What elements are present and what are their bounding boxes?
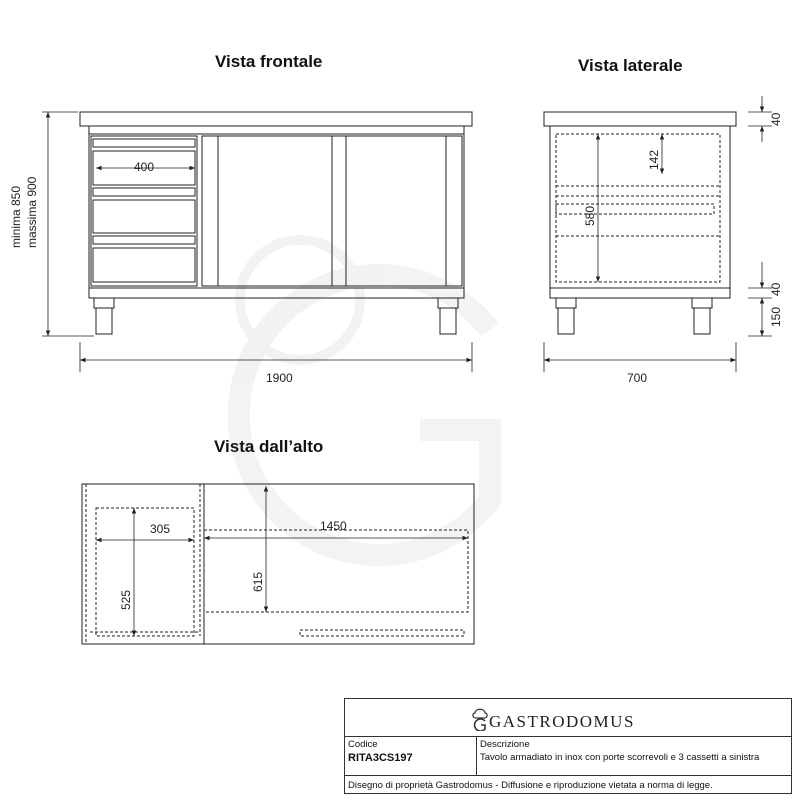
code-value: RITA3CS197	[348, 752, 413, 764]
drawer-width-label: 400	[134, 160, 155, 174]
side-top-label: 40	[769, 112, 783, 126]
drawer-3	[93, 248, 195, 282]
front-view	[80, 112, 472, 334]
drawer-column	[91, 136, 197, 286]
drawer-1-handle	[93, 139, 195, 147]
front-worktop	[80, 112, 472, 126]
side-leg-left-top	[556, 298, 576, 308]
side-leg-right-top	[692, 298, 712, 308]
side-leg-left	[558, 308, 574, 334]
front-base-rail	[89, 288, 464, 298]
front-view-title: Vista frontale	[215, 52, 323, 71]
brand-name: GASTRODOMUS	[489, 712, 635, 731]
drawer-3-handle	[93, 236, 195, 244]
description-label: Descrizione	[480, 739, 530, 750]
side-inner-label: 142	[647, 149, 661, 170]
front-width-label: 1900	[266, 371, 293, 385]
height-max-label: massima 900	[25, 176, 39, 248]
side-body	[550, 126, 730, 288]
door-left-frame	[202, 136, 218, 286]
brand-logo-icon	[471, 707, 489, 731]
side-base-rail	[550, 288, 730, 298]
door-left	[218, 136, 332, 286]
side-view	[544, 112, 736, 334]
side-dimensions	[544, 96, 772, 372]
description-cell	[477, 737, 791, 775]
code-label: Codice	[348, 739, 378, 750]
top-drawer-width-label: 305	[150, 522, 171, 536]
side-leg-right	[694, 308, 710, 334]
top-view-title: Vista dall’alto	[214, 437, 324, 456]
drawer-2-handle	[93, 188, 195, 196]
top-space-width-label: 1450	[320, 519, 347, 533]
door-right-edge	[446, 136, 462, 286]
top-drawer-depth-label: 525	[119, 589, 133, 610]
side-leg-label: 150	[769, 306, 783, 327]
side-hidden-lines	[556, 134, 720, 282]
top-space-depth-label: 615	[251, 571, 265, 592]
door-right	[346, 136, 446, 286]
description-value: Tavolo armadiato in inox con porte scorrevoli e 3 cassetti a sinistra	[480, 752, 760, 763]
drawer-2	[93, 200, 195, 233]
front-leg-left	[96, 308, 112, 334]
ownership-notice: Disegno di proprietà Gastrodomus - Diffusione e riproduzione vietata a norma di legge.	[345, 775, 791, 794]
title-block	[344, 698, 792, 794]
watermark-logo	[239, 240, 490, 555]
front-leg-right	[440, 308, 456, 334]
side-worktop	[544, 112, 736, 126]
side-depth-label: 700	[627, 371, 648, 385]
brand-header	[345, 699, 791, 737]
side-view-title: Vista laterale	[578, 56, 683, 75]
front-body	[89, 126, 464, 288]
front-leg-left-top	[94, 298, 114, 308]
code-cell	[345, 737, 477, 775]
side-leg-top-label: 40	[769, 282, 783, 296]
height-min-label: minima 850	[9, 185, 23, 248]
side-inner-height-label: 580	[583, 205, 597, 226]
